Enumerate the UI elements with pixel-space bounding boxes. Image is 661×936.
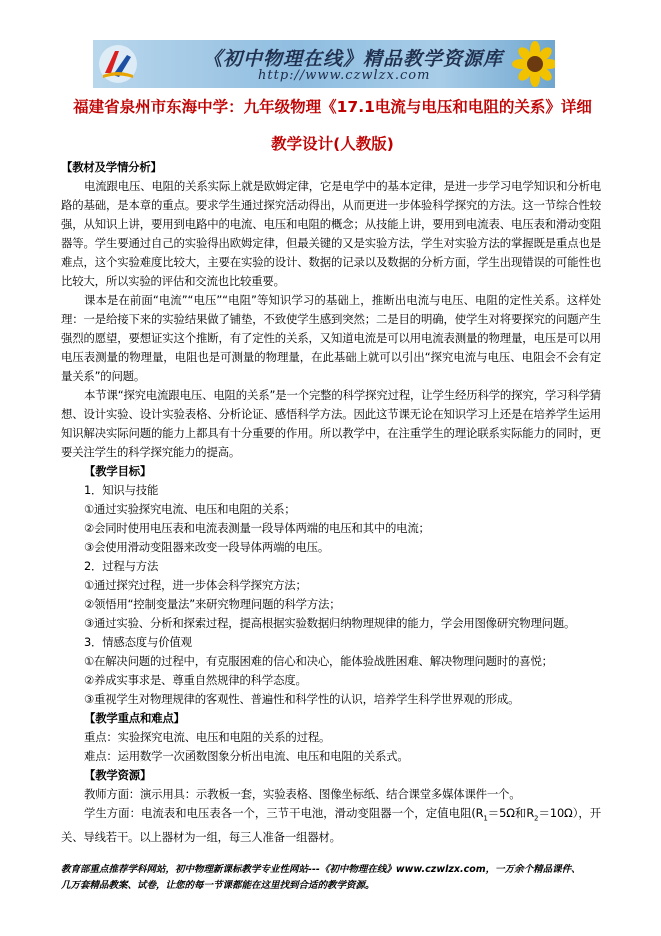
footer-line: 教育部重点推荐学科网站，初中物理新课标教学专业性网站---《初中物理在线》www.czwlzx.com，一万余个精品课件、 [61, 864, 581, 875]
section-heading-analysis: 【教材及学情分析】 [61, 160, 162, 174]
list-item: ③通过实验、分析和探索过程，提高根据实验数据归纳物理规律的能力，学会用图像研究物理问题。 [84, 616, 576, 630]
page-footer [61, 862, 601, 894]
paragraph [61, 804, 601, 847]
student-materials-b: ＝5Ω和R [487, 806, 535, 820]
list-item: ②会同时使用电压表和电流表测量一段导体两端的电压和其中的电流； [84, 521, 430, 535]
section-heading-resources: 【教学资源】 [84, 768, 152, 782]
difficult-point: 难点：运用数学一次函数图象分析出电流、电压和电阻的关系式。 [84, 749, 409, 763]
footer-line: 几万套精品教案、试卷，让您的每一节课都能在这里找到合适的教学资源。 [61, 880, 375, 891]
paragraph: 教师方面：演示用具：示教板一套，实验表格、图像坐标纸、结合课堂多媒体课件一个。 [84, 787, 521, 801]
site-logo-icon [97, 43, 139, 85]
document-title-line2: 教学设计(人教版) [271, 135, 394, 153]
list-item: ①在解决问题的过程中，有克服困难的信心和决心，能体验战胜困难、解决物理问题时的喜悦； [84, 654, 553, 668]
paragraph: 本节课“探究电流跟电压、电阻的关系”是一个完整的科学探究过程，让学生经历科学的探究，学习科学猜想、设计实验、设计实验表格、分析论证、感悟科学方法。因此这节课无论在知识学习上还是在培养学生运用知识解决实际问题的能力上都具有十分重要的作用。所以教学中，在注重学生的理论联系实际能力的同时，更要关注学生的科学探究能力的提高。 [61, 388, 601, 459]
banner-title: 《初中物理在线》精品教学资源库 [203, 48, 504, 70]
list-item: ③会使用滑动变阻器来改变一段导体两端的电压。 [84, 540, 330, 554]
list-item: ②养成实事求是、尊重自然规律的科学态度。 [84, 673, 307, 687]
key-point: 重点：实验探究电流、电压和电阻的关系的过程。 [84, 730, 331, 744]
section-heading-key-points: 【教学重点和难点】 [84, 711, 185, 725]
student-materials-c: ＝10Ω），开关、导线若干。以上器材为一组，每三人准备一组器材。 [61, 806, 601, 845]
header-banner [93, 40, 555, 88]
list-item: ①通过探究过程，进一步体会科学探究方法； [84, 578, 307, 592]
subscript: 2 [534, 814, 539, 823]
document-body [61, 158, 601, 847]
subheading: 3．情感态度与价值观 [84, 635, 192, 649]
subheading: 2．过程与方法 [84, 559, 159, 573]
paragraph: 电流跟电压、电阻的关系实际上就是欧姆定律，它是电学中的基本定律，是进一步学习电学知识和分析电路的基础，是本章的重点。要求学生通过探究活动得出，从而更进一步体验科学探究的方法。这一节综合性较强，从知识上讲，要用到电路中的电流、电压和电阻的概念；从技能上讲，要用到电流表、电压表和滑动变阻器等。学生要通过自己的实验得出欧姆定律，但最关键的又是实验方法，学生对实验方法的掌握既是重点也是难点，这个实验难度比较大，主要在实验的设计、数据的记录以及数据的分析方面，学生出现错误的可能性也比较大，所以实验的评估和交流也比较重要。 [61, 179, 601, 288]
list-item: ②领悟用“控制变量法”来研究物理问题的科学方法； [84, 597, 341, 611]
subscript: 1 [483, 814, 488, 823]
list-item: ③重视学生对物理规律的客观性、普遍性和科学性的认识，培养学生科学世界观的形成。 [84, 692, 520, 706]
section-heading-objectives: 【教学目标】 [84, 464, 152, 478]
sunflower-icon [499, 40, 555, 88]
paragraph: 课本是在前面“电流”“电压”“电阻”等知识学习的基础上，推断出电流与电压、电阻的定性关系。这样处理：一是给接下来的实验结果做了铺垫，不致使学生感到突然；二是目的明确，使学生对将要探究的问题产生强烈的愿望，要想证实这个推断，有了定性的关系，又知道电流是可以用电流表测量的物理量，电压是可以用电压表测量的物理量，电阻也是可测量的物理量，在此基础上就可以引出“探究电流与电压、电阻会不会有定量关系”的问题。 [61, 293, 601, 383]
list-item: ①通过实验探究电流、电压和电阻的关系； [84, 502, 296, 516]
banner-url: http://www.czwlzx.com [258, 68, 431, 83]
subheading: 1．知识与技能 [84, 483, 159, 497]
student-materials-a: 学生方面：电流表和电压表各一个，三节干电池，滑动变阻器一个，定值电阻(R [84, 806, 484, 820]
document-title-line1: 福建省泉州市东海中学：九年级物理《17.1电流与电压和电阻的关系》详细 [73, 98, 592, 116]
